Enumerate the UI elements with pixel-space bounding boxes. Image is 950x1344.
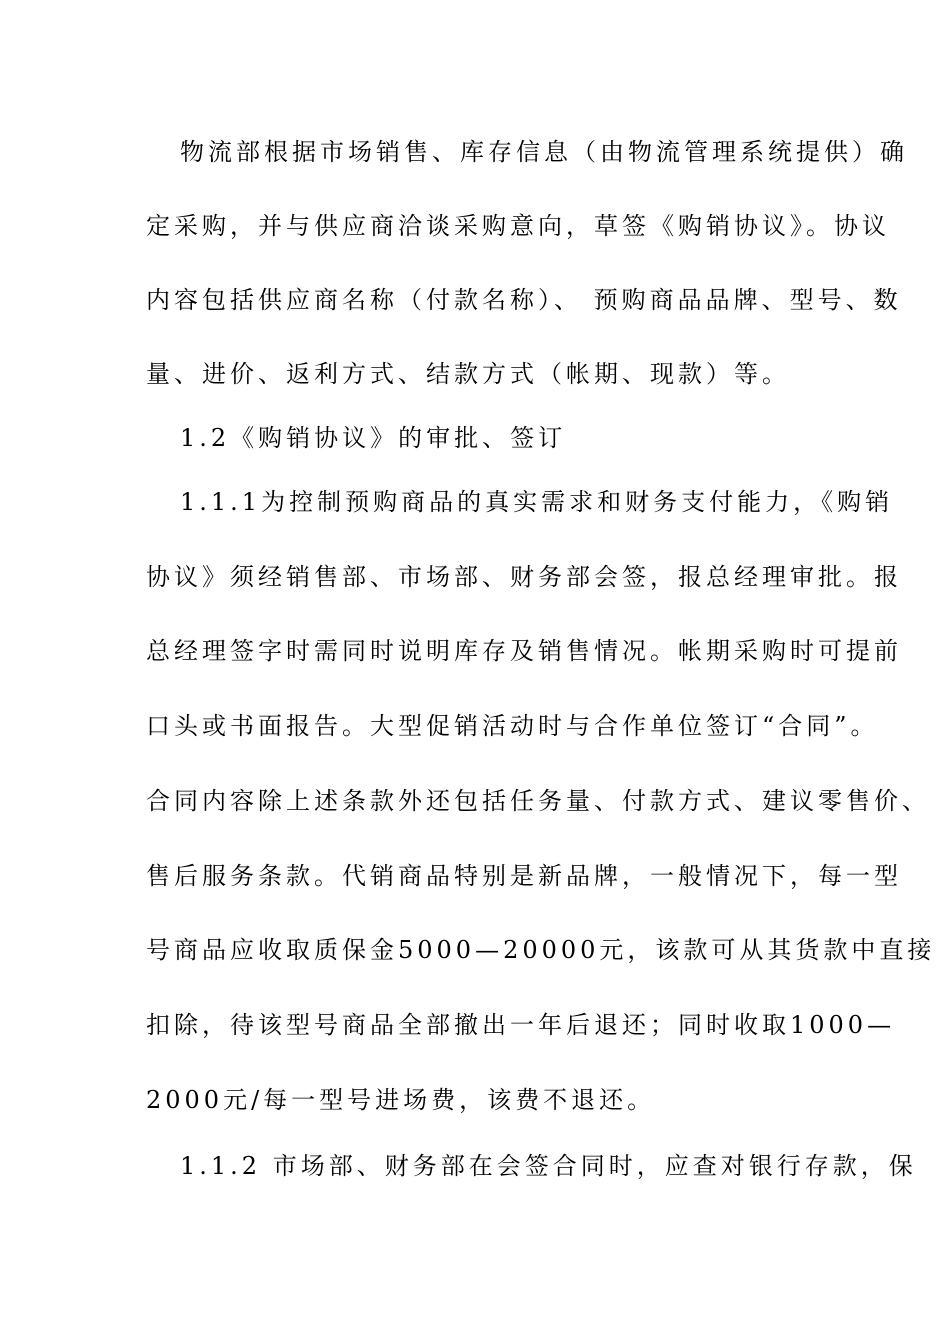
paragraph-line: 扣除，待该型号商品全部撤出一年后退还；同时收取1000—	[146, 1011, 896, 1039]
paragraph-line: 口头或书面报告。大型促销活动时与合作单位签订“合同”。	[146, 712, 879, 740]
section-heading: 1.2《购销协议》的审批、签订	[180, 424, 567, 452]
paragraph-line: 1.1.1为控制预购商品的真实需求和财务支付能力，《购销	[180, 488, 894, 516]
paragraph-line: 内容包括供应商名称（付款名称）、 预购商品品牌、型号、数	[146, 286, 902, 314]
paragraph-line: 物流部根据市场销售、库存信息（由物流管理系统提供）确	[180, 138, 908, 166]
paragraph-line: 1.1.2 市场部、财务部在会签合同时，应查对银行存款，保	[180, 1152, 917, 1180]
paragraph-line: 合同内容除上述条款外还包括任务量、付款方式、建议零售价、	[146, 787, 930, 815]
paragraph-line: 量、进价、返利方式、结款方式（帐期、现款）等。	[146, 360, 790, 388]
paragraph-line: 定采购，并与供应商洽谈采购意向，草签《购销协议》。协议	[146, 212, 890, 240]
paragraph-line: 协议》须经销售部、市场部、财务部会签，报总经理审批。报	[146, 563, 902, 591]
paragraph-line: 总经理签字时需同时说明库存及销售情况。帐期采购时可提前	[146, 637, 902, 665]
paragraph-line: 2000元/每一型号进场费，该费不退还。	[146, 1086, 656, 1114]
paragraph-line: 售后服务条款。代销商品特别是新品牌，一般情况下，每一型	[146, 862, 902, 890]
paragraph-line: 号商品应收取质保金5000—20000元，该款可从其货款中直接	[146, 936, 936, 964]
